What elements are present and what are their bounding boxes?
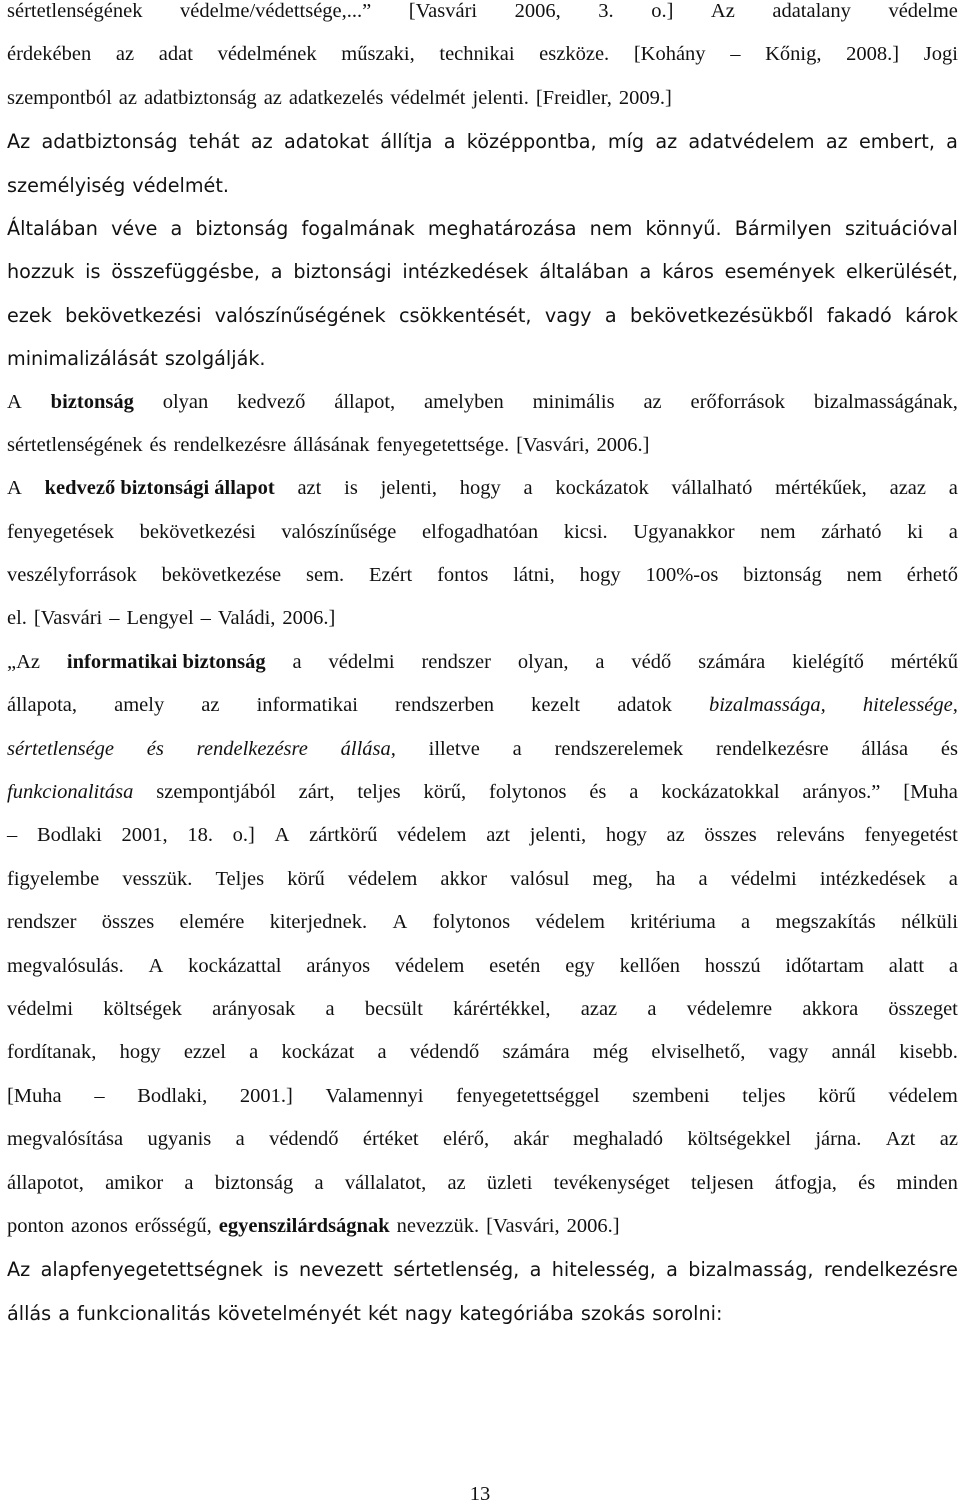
paragraph	[7, 0, 958, 120]
text-line: fenyegetések bekövetkezési valószínűsége elfogadhatóan kicsi. Ugyanakkor nem zárható ki a	[7, 520, 958, 543]
text-line: figyelembe vesszük. Teljes körű védelem akkor valósul meg, ha a védelmi intézkedések a	[7, 867, 958, 890]
paragraph	[7, 207, 958, 381]
text-line: hozzuk is összefüggésbe, a biztonsági intézkedések általában a káros események elkerülését,	[7, 260, 958, 284]
text-line: ponton azonos erősségű, egyenszilárdságnak nevezzük. [Vasvári, 2006.]	[7, 1214, 620, 1237]
text-line: személyiség védelmét.	[7, 173, 229, 197]
paragraph	[7, 1248, 958, 1335]
text-line: sértetlenségének védelme/védettsége,...” [Vasvári 2006, 3. o.] Az adatalany védelme	[7, 0, 958, 22]
text-line: rendszer összes elemére kiterjednek. A folytonos védelem kritériuma a megszakítás nélküli	[7, 911, 958, 934]
text-line: funkcionalitása szempontjából zárt, teljes körű, folytonos és a kockázatokkal arányos.” [Muha	[7, 781, 958, 804]
text-line: sértetlensége és rendelkezésre állása, illetve a rendszerelemek rendelkezésre állása és	[7, 737, 958, 760]
paragraph	[7, 381, 958, 468]
text-line: állapota, amely az informatikai rendszerben kezelt adatok bizalmassága, hitelessége,	[7, 694, 958, 717]
document-body	[7, 0, 958, 1335]
text-line: Általában véve a biztonság fogalmának meghatározása nem könnyű. Bármilyen szituációval	[7, 216, 958, 240]
page-number: 13	[469, 1483, 491, 1505]
text-line: ezek bekövetkezési valószínűségének csökkentését, vagy a bekövetkezésükből fakadó károk	[7, 303, 958, 327]
text-line: minimalizálását szolgálják.	[7, 347, 266, 371]
text-line: megvalósítása ugyanis a védendő értéket elérő, akár meghaladó költségekkel járna. Azt az	[7, 1128, 958, 1151]
text-line: – Bodlaki 2001, 18. o.] A zártkörű védelem azt jelenti, hogy az összes releváns fenyegetést	[7, 824, 958, 847]
text-line: el. [Vasvári – Lengyel – Valádi, 2006.]	[7, 607, 336, 630]
text-line: megvalósulás. A kockázattal arányos védelem esetén egy kellően hosszú időtartam alatt a	[7, 954, 958, 977]
text-line: érdekében az adat védelmének műszaki, technikai eszköze. [Kohány – Kőnig, 2008.] Jogi	[7, 43, 958, 66]
text-line: veszélyforrások bekövetkezése sem. Ezért fontos látni, hogy 100%-os biztonság nem érhető	[7, 564, 958, 587]
text-line: állapotot, amikor a biztonság a vállalatot, az üzleti tevékenységet teljesen átfogja, és minden	[7, 1171, 958, 1194]
text-line: állás a funkcionalitás követelményét két nagy kategóriába szokás sorolni:	[7, 1301, 723, 1325]
text-line: sértetlenségének és rendelkezésre állásának fenyegetettsége. [Vasvári, 2006.]	[7, 433, 650, 456]
paragraph	[7, 120, 958, 207]
paragraph	[7, 467, 958, 641]
paragraph	[7, 641, 958, 1248]
text-line: Az adatbiztonság tehát az adatokat állítja a középpontba, míg az adatvédelem az embert, a	[7, 130, 958, 154]
text-line: szempontból az adatbiztonság az adatkezelés védelmét jelenti. [Freidler, 2009.]	[7, 86, 672, 109]
text-line: A biztonság olyan kedvező állapot, amelyben minimális az erőforrások bizalmasságának,	[7, 390, 958, 413]
text-line: védelmi költségek arányosak a becsült kárértékkel, azaz a védelemre akkora összeget	[7, 997, 958, 1020]
text-line: „Az informatikai biztonság a védelmi rendszer olyan, a védő számára kielégítő mértékű	[7, 650, 958, 673]
text-line: [Muha – Bodlaki, 2001.] Valamennyi fenyegetettséggel szembeni teljes körű védelem	[7, 1084, 958, 1107]
text-line: Az alapfenyegetettségnek is nevezett sértetlenség, a hitelesség, a bizalmasság, rendelkezésre	[7, 1258, 958, 1282]
text-line: A kedvező biztonsági állapot azt is jelenti, hogy a kockázatok vállalható mértékűek, azaz a	[7, 477, 958, 500]
text-line: fordítanak, hogy ezzel a kockázat a védendő számára még elviselhető, vagy annál kisebb.	[7, 1041, 958, 1064]
